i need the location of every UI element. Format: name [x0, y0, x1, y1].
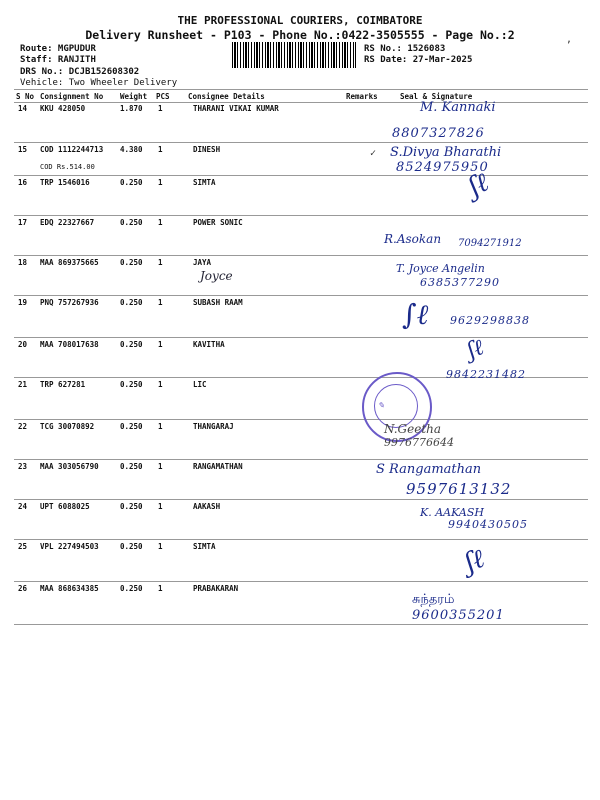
- col-sno: S No: [16, 92, 35, 101]
- row-23-consignment: MAA 303056790: [40, 462, 99, 471]
- drs-number: DRS No.: DCJB152608302: [20, 67, 140, 77]
- route-label: Route: MGPUDUR: [20, 44, 96, 54]
- sig-r22-phone: 9976776644: [384, 436, 454, 449]
- row-18-pcs: 1: [158, 258, 163, 267]
- row-25-sno: 25: [18, 542, 28, 551]
- row-15-pcs: 1: [158, 145, 163, 154]
- row-21-consignee: LIC: [193, 380, 207, 389]
- sig-r15-name: S.Divya Bharathi: [390, 145, 502, 160]
- header-bottom-rule: [14, 102, 588, 103]
- sig-r23-name: S Rangamathan: [376, 462, 482, 477]
- row-20-weight: 0.250: [120, 340, 143, 349]
- sig-r21-phone: 9842231482: [446, 368, 526, 381]
- row-15-cod-note: COD Rs.514.00: [40, 163, 95, 171]
- row-22-consignee: THANGARAJ: [193, 422, 234, 431]
- row-20-consignee: KAVITHA: [193, 340, 225, 349]
- sig-r26-phone: 9600355201: [412, 608, 505, 623]
- row-divider: [14, 337, 588, 338]
- row-14-consignment: KKU 428050: [40, 104, 86, 113]
- row-20-pcs: 1: [158, 340, 163, 349]
- row-divider: [14, 215, 588, 216]
- row-25-pcs: 1: [158, 542, 163, 551]
- row-divider: [14, 419, 588, 420]
- col-seal: Seal & Signature: [400, 92, 473, 101]
- row-14-pcs: 1: [158, 104, 163, 113]
- row-19-weight: 0.250: [120, 298, 143, 307]
- row-22-consignment: TCG 30070892: [40, 422, 95, 431]
- row-25-consignee: SIMTA: [193, 542, 216, 551]
- sig-r17-name: R.Asokan: [384, 232, 442, 246]
- row-18-consignee: JAYA: [193, 258, 212, 267]
- row-divider: [14, 459, 588, 460]
- company-title: THE PROFESSIONAL COURIERS, COIMBATORE: [177, 14, 423, 27]
- vehicle-label: Vehicle: Two Wheeler Delivery: [20, 78, 178, 88]
- col-weight: Weight: [120, 92, 148, 101]
- row-24-pcs: 1: [158, 502, 163, 511]
- sig-r19-phone: 9629298838: [450, 314, 530, 327]
- row-25-weight: 0.250: [120, 542, 143, 551]
- scribble-signature-icon: ʃℓ: [464, 167, 494, 203]
- sig-r23-phone: 9597613132: [406, 480, 512, 498]
- row-divider: [14, 624, 588, 625]
- scribble-signature-icon: ∫ℓ: [402, 298, 429, 331]
- row-17-pcs: 1: [158, 218, 163, 227]
- row-22-weight: 0.250: [120, 422, 143, 431]
- row-15-weight: 4.380: [120, 145, 143, 154]
- row-16-weight: 0.250: [120, 178, 143, 187]
- row-26-consignee: PRABAKARAN: [193, 584, 239, 593]
- row-24-consignment: UPT 6088025: [40, 502, 90, 511]
- row-16-sno: 16: [18, 178, 28, 187]
- scribble-signature-icon: ʃℓ: [461, 543, 489, 579]
- row-24-sno: 24: [18, 502, 28, 511]
- sig-r26-name: சுந்தரம்: [412, 592, 455, 607]
- row-19-consignee: SUBASH RAAM: [193, 298, 243, 307]
- row-26-consignment: MAA 868634385: [40, 584, 99, 593]
- col-consignee: Consignee Details: [188, 92, 265, 101]
- row-24-weight: 0.250: [120, 502, 143, 511]
- row-divider: [14, 142, 588, 143]
- row-21-weight: 0.250: [120, 380, 143, 389]
- remark-r18: Joyce: [200, 269, 233, 283]
- sig-r15-phone: 8524975950: [396, 160, 489, 175]
- row-16-consignee: SIMTA: [193, 178, 216, 187]
- row-17-weight: 0.250: [120, 218, 143, 227]
- row-17-sno: 17: [18, 218, 28, 227]
- staff-label: Staff: RANJITH: [20, 55, 96, 65]
- row-21-pcs: 1: [158, 380, 163, 389]
- sig-r14-name: M. Kannaki: [420, 100, 496, 115]
- row-18-sno: 18: [18, 258, 28, 267]
- col-consignment: Consignment No: [40, 92, 104, 101]
- sig-r18-name: T. Joyce Angelin: [396, 262, 485, 275]
- row-14-weight: 1.870: [120, 104, 143, 113]
- row-19-pcs: 1: [158, 298, 163, 307]
- rs-number: RS No.: 1526083: [364, 44, 446, 54]
- row-divider: [14, 295, 588, 296]
- tick-mark: ✓: [370, 148, 377, 159]
- row-15-sno: 15: [18, 145, 28, 154]
- row-26-pcs: 1: [158, 584, 163, 593]
- row-19-sno: 19: [18, 298, 28, 307]
- row-26-weight: 0.250: [120, 584, 143, 593]
- row-22-sno: 22: [18, 422, 28, 431]
- row-25-consignment: VPL 227494503: [40, 542, 99, 551]
- row-23-weight: 0.250: [120, 462, 143, 471]
- row-divider: [14, 175, 588, 176]
- row-divider: [14, 499, 588, 500]
- row-divider: [14, 539, 588, 540]
- row-17-consignee: POWER SONIC: [193, 218, 243, 227]
- row-21-sno: 21: [18, 380, 28, 389]
- sig-r22-name: N.Geetha: [384, 422, 442, 436]
- row-18-weight: 0.250: [120, 258, 143, 267]
- row-divider: [14, 255, 588, 256]
- sig-r14-phone: 8807327826: [392, 126, 485, 141]
- row-23-consignee: RANGAMATHAN: [193, 462, 243, 471]
- header-top-rule: [14, 89, 588, 90]
- col-remarks: Remarks: [346, 92, 378, 101]
- row-26-sno: 26: [18, 584, 28, 593]
- barcode-icon: [232, 42, 356, 68]
- row-22-pcs: 1: [158, 422, 163, 431]
- sig-r24-phone: 9940430505: [448, 518, 528, 531]
- row-18-consignment: MAA 869375665: [40, 258, 99, 267]
- row-16-consignment: TRP 1546016: [40, 178, 90, 187]
- row-20-sno: 20: [18, 340, 28, 349]
- row-divider: [14, 581, 588, 582]
- row-23-pcs: 1: [158, 462, 163, 471]
- rs-date: RS Date: 27-Mar-2025: [364, 55, 473, 65]
- scribble-signature-icon: ʃℓ: [464, 335, 488, 364]
- sig-r18-phone: 6385377290: [420, 276, 500, 289]
- seal-initials: ✎: [378, 400, 385, 411]
- row-23-sno: 23: [18, 462, 28, 471]
- runsheet-subtitle: Delivery Runsheet - P103 - Phone No.:0422-3505555 - Page No.:2: [85, 28, 515, 42]
- row-17-consignment: EDQ 22327667: [40, 218, 95, 227]
- sig-r17-phone: 7094271912: [458, 238, 522, 249]
- corner-mark: ,: [566, 34, 573, 45]
- row-24-consignee: AAKASH: [193, 502, 221, 511]
- row-20-consignment: MAA 708017638: [40, 340, 99, 349]
- col-pcs: PCS: [156, 92, 170, 101]
- row-15-consignment: COD 1112244713: [40, 145, 104, 154]
- row-21-consignment: TRP 627281: [40, 380, 86, 389]
- row-14-sno: 14: [18, 104, 28, 113]
- row-19-consignment: PNQ 757267936: [40, 298, 99, 307]
- row-14-consignee: THARANI VIKAI KUMAR: [193, 104, 279, 113]
- row-16-pcs: 1: [158, 178, 163, 187]
- sig-r24-name: K. AAKASH: [420, 506, 484, 519]
- row-15-consignee: DINESH: [193, 145, 221, 154]
